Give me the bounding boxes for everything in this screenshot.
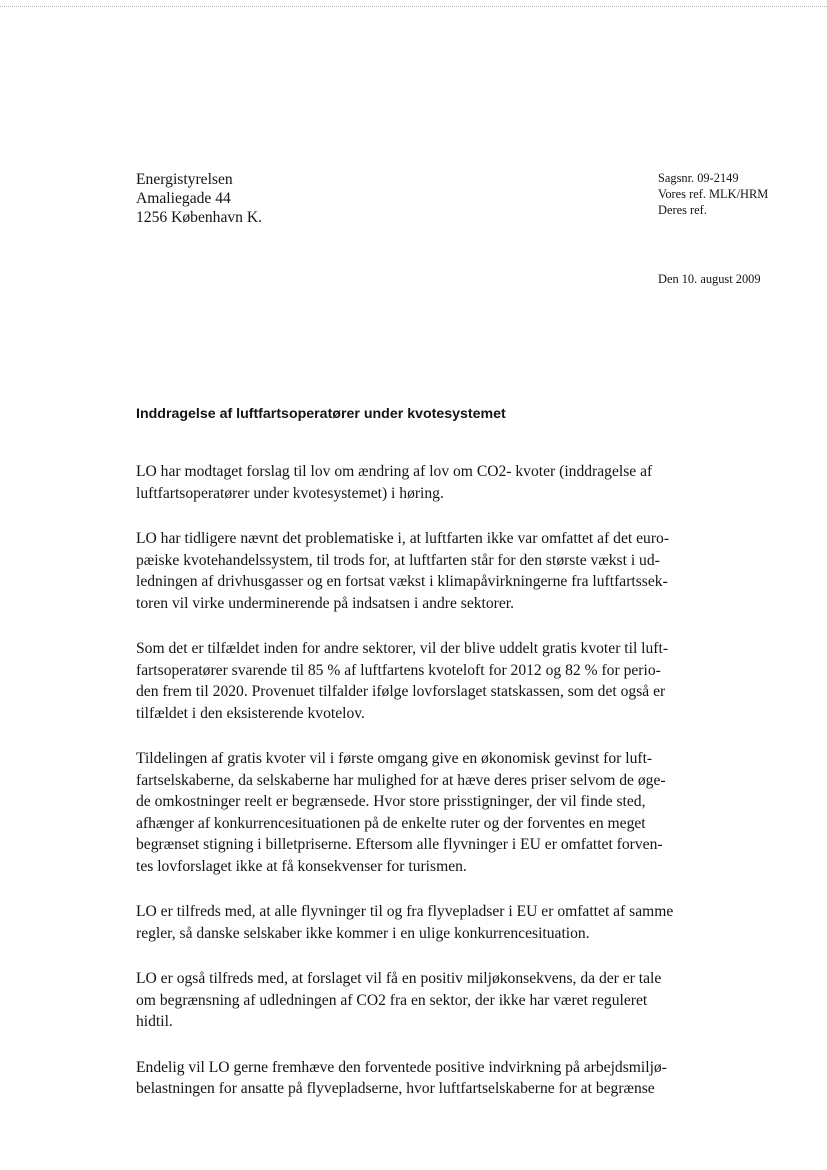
scan-top-border bbox=[0, 6, 827, 7]
text-line: den frem til 2020. Provenuet tilfalder ifølge lovforslaget statskassen, som det også er bbox=[136, 683, 666, 700]
recipient-city: 1256 København K. bbox=[136, 209, 263, 226]
paragraph bbox=[136, 968, 736, 1033]
text-line: LO har tidligere nævnt det problematiske i, at luftfarten ikke var omfattet af det euro- bbox=[136, 530, 670, 547]
paragraph bbox=[136, 638, 736, 724]
text-line: fartselskaberne, da selskaberne har mulighed for at hæve deres priser selvom de øge- bbox=[136, 771, 666, 789]
text-line: belastningen for ansatte på flyvepladserne, hvor luftfartselskaberne for at begrænse bbox=[136, 1080, 655, 1097]
paragraph bbox=[136, 901, 736, 944]
text-line: LO er også tilfreds med, at forslaget vil få en positiv miljøkonsekvens, da der er tale bbox=[136, 970, 662, 987]
text-line: toren vil virke underminerende på indsatsen i andre sektorer. bbox=[136, 594, 515, 612]
recipient-street: Amaliegade 44 bbox=[136, 190, 231, 207]
text-line: regler, så danske selskaber ikke kommer i en ulige konkurrencesituation. bbox=[136, 924, 590, 942]
text-line: begrænset stigning i billetpriserne. Eftersom alle flyvninger i EU er omfattet forven- bbox=[136, 836, 663, 853]
text-line: Endelig vil LO gerne fremhæve den forventede positive indvirkning på arbejdsmiljø- bbox=[136, 1058, 667, 1076]
paragraph bbox=[136, 528, 736, 614]
text-line: de omkostninger reelt er begrænsede. Hvor store prisstigninger, der vil finde sted, bbox=[136, 793, 646, 810]
reference-block bbox=[658, 170, 768, 218]
text-line: LO har modtaget forslag til lov om ændring af lov om CO2- kvoter (inddragelse af bbox=[136, 463, 653, 480]
text-line: fartsoperatører svarende til 85 % af luftfartens kvoteloft for 2012 og 82 % for perio- bbox=[136, 661, 661, 679]
paragraph bbox=[136, 1057, 736, 1100]
case-number: Sagsnr. 09-2149 bbox=[658, 171, 739, 185]
text-line: hidtil. bbox=[136, 1013, 173, 1030]
your-reference: Deres ref. bbox=[658, 203, 707, 217]
text-line: luftfartsoperatører under kvotesystemet) i høring. bbox=[136, 484, 444, 502]
text-line: Tildelingen af gratis kvoter vil i første omgang give en økonomisk gevinst for luft- bbox=[136, 750, 653, 767]
text-line: pæiske kvotehandelssystem, til trods for, at luftfarten står for den største vækst i ud- bbox=[136, 551, 660, 569]
letter-date: Den 10. august 2009 bbox=[658, 272, 761, 286]
text-line: afhænger af konkurrencesituationen på de enkelte ruter og der forventes en meget bbox=[136, 814, 646, 832]
recipient-name: Energistyrelsen bbox=[136, 171, 233, 188]
our-reference: Vores ref. MLK/HRM bbox=[658, 187, 769, 201]
letter-body bbox=[136, 461, 736, 1124]
text-line: ledningen af drivhusgasser og en fortsat vækst i klimapåvirkningerne fra luftfartssek- bbox=[136, 573, 668, 590]
text-line: LO er tilfreds med, at alle flyvninger til og fra flyvepladser i EU er omfattet af samme bbox=[136, 903, 674, 920]
recipient-address bbox=[136, 170, 262, 227]
text-line: om begrænsning af udledningen af CO2 fra en sektor, der ikke har været reguleret bbox=[136, 991, 648, 1009]
paragraph bbox=[136, 748, 736, 877]
letter-subject: Inddragelse af luftfartsoperatører under kvotesystemet bbox=[136, 406, 506, 422]
text-line: Som det er tilfældet inden for andre sektorer, vil der blive uddelt gratis kvoter til luft- bbox=[136, 640, 669, 657]
text-line: tes lovforslaget ikke at få konsekvenser for turismen. bbox=[136, 857, 467, 875]
paragraph bbox=[136, 461, 736, 504]
text-line: tilfældet i den eksisterende kvotelov. bbox=[136, 704, 365, 722]
